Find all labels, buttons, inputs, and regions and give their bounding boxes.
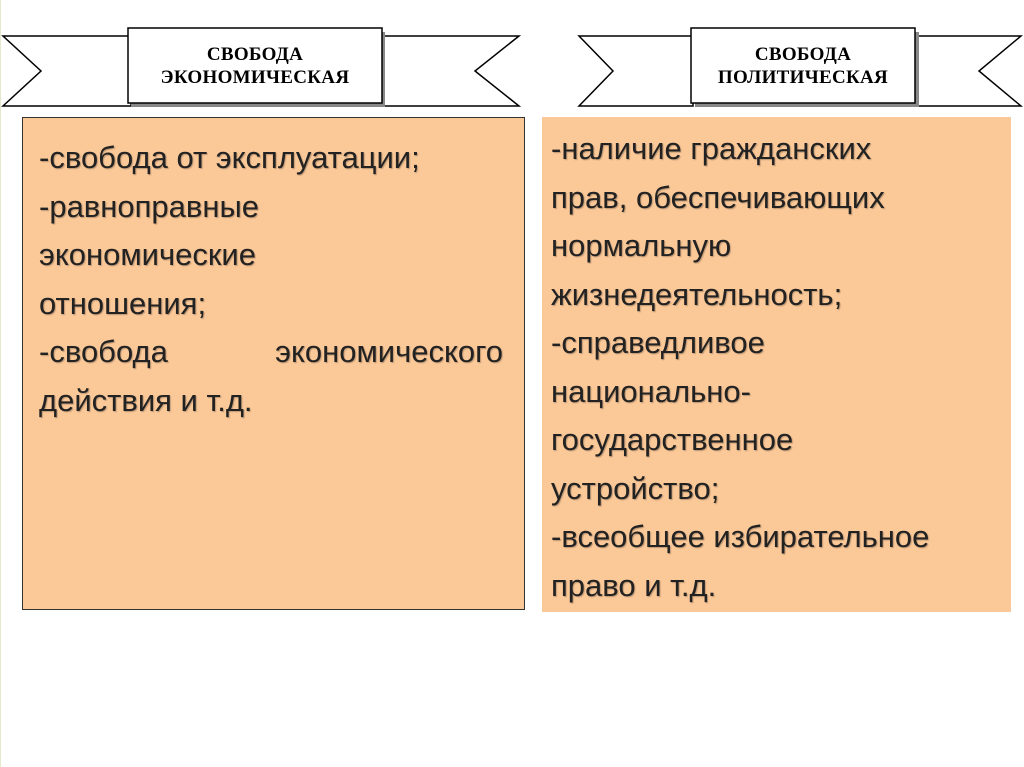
banner-title-line1: СВОБОДА: [754, 43, 852, 65]
list-item: -всеобщее избирательное: [551, 519, 930, 554]
political-freedom-list: [551, 125, 929, 610]
list-item: [39, 328, 503, 377]
economic-freedom-list: [39, 134, 503, 425]
list-item-part: экономического: [275, 334, 503, 369]
list-item: действия и т.д.: [39, 382, 253, 418]
list-item: отношения;: [39, 285, 207, 321]
list-item: экономические: [39, 237, 256, 272]
banner-title: [691, 28, 915, 103]
political-freedom-panel: [542, 117, 1011, 612]
list-item: государственное: [551, 422, 794, 457]
economic-freedom-panel: [22, 117, 525, 610]
economic-freedom-banner: [1, 26, 521, 110]
banner-title-line2: ПОЛИТИЧЕСКАЯ: [717, 66, 889, 88]
banner-title-line2: ЭКОНОМИЧЕСКАЯ: [160, 66, 350, 88]
list-item: жизнедеятельность;: [551, 276, 843, 312]
political-freedom-banner: [577, 26, 1023, 110]
list-item: -справедливое: [551, 325, 765, 360]
list-item: национально-: [551, 373, 751, 409]
list-item: прав, обеспечивающих: [551, 179, 885, 215]
list-item: -равноправные: [39, 188, 260, 224]
list-item: -свобода от эксплуатации;: [39, 140, 420, 175]
banner-title: [128, 28, 382, 103]
list-item-part: -свобода: [39, 334, 168, 369]
list-item: -наличие гражданских: [551, 131, 872, 166]
banner-title-line1: СВОБОДА: [206, 43, 304, 65]
list-item: право и т.д.: [551, 567, 717, 603]
list-item: нормальную: [551, 228, 732, 263]
list-item: устройство;: [551, 470, 720, 506]
